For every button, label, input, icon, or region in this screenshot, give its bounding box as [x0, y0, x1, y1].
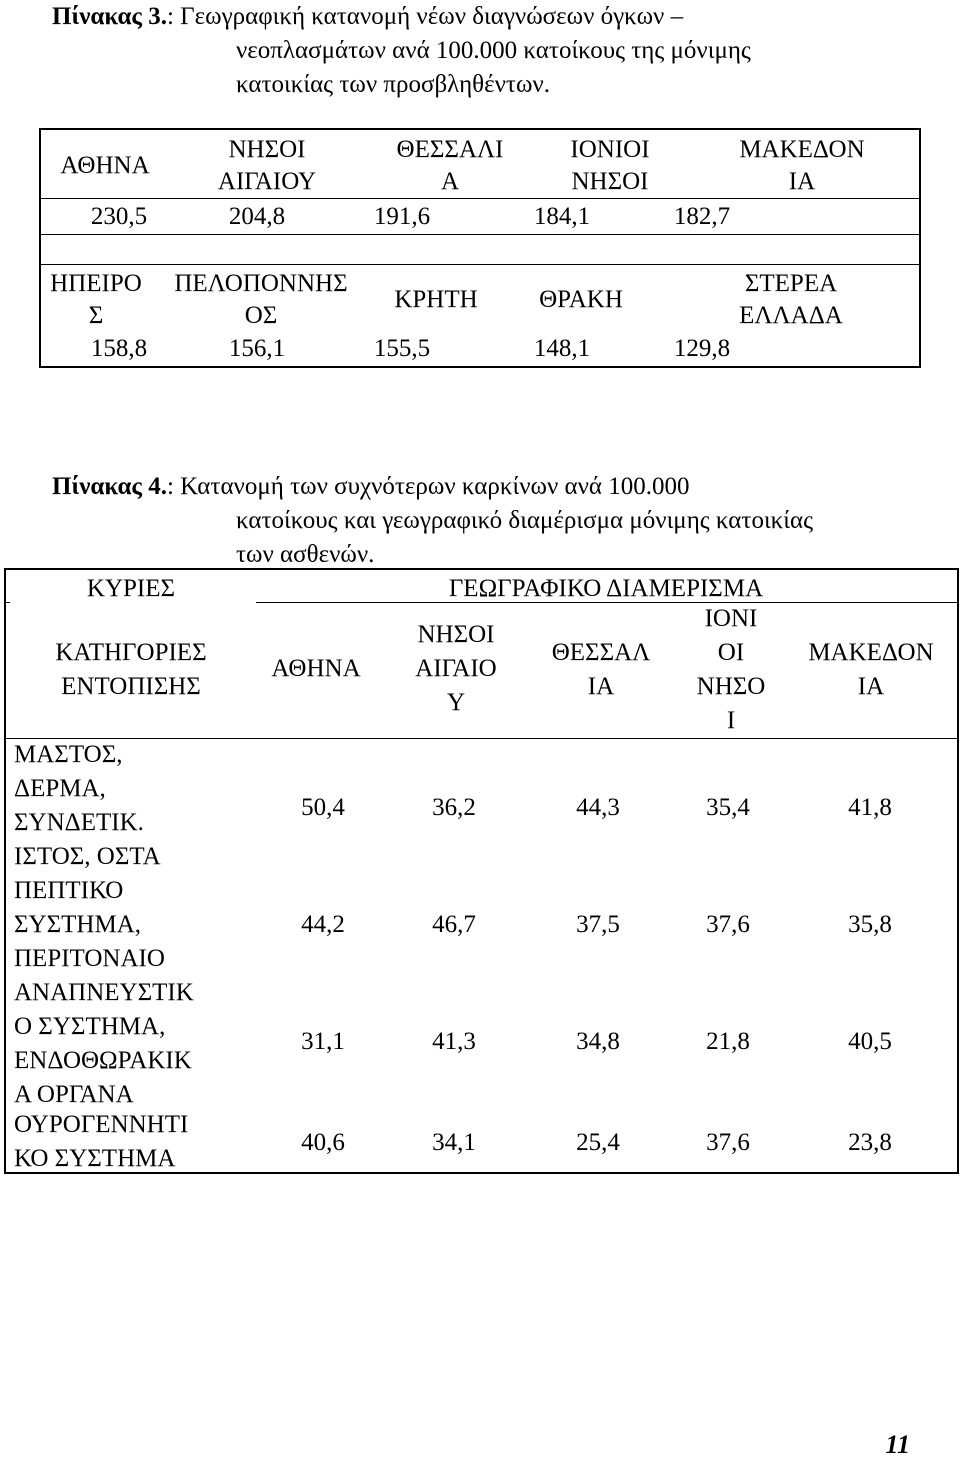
table3-caption-line3: κατοικίας των προσβληθέντων.	[236, 71, 550, 98]
table4-row-category: ΑΝΑΠΝΕΥΣΤΙΚ Ο ΣΥΣΤΗΜΑ, ΕΝΔΟΘΩΡΑΚΙΚ Α ΟΡΓΑΝΑ	[14, 979, 194, 1108]
table3	[39, 128, 921, 368]
table4-value-cell: 40,5	[848, 1028, 892, 1055]
table3-header-cell: ΠΕΛΟΠΟΝΝΗΣ ΟΣ	[174, 270, 348, 329]
table4-caption	[52, 470, 813, 572]
table4-value-cell: 34,8	[576, 1028, 620, 1055]
table3-value-cell: 148,1	[533, 335, 591, 362]
table4-value-cell: 21,8	[706, 1028, 750, 1055]
table3-value-cell: 129,8	[673, 335, 731, 362]
table3-header-cell: ΘΕΣΣΑΛΙ Α	[396, 136, 504, 195]
table4-value-cell: 37,5	[576, 911, 620, 938]
table4-column-header: ΘΕΣΣΑΛ ΙΑ	[551, 639, 651, 700]
table4-column-header: ΝΗΣΟΙ ΑΙΓΑΙΟ Υ	[415, 621, 497, 716]
table4-row-category: ΟΥΡΟΓΕΝΝΗΤΙ ΚΟ ΣΥΣΤΗΜΑ	[14, 1111, 189, 1172]
table4-caption-label: Πίνακας 4.	[52, 473, 167, 500]
table3-header-cell: ΝΗΣΟΙ ΑΙΓΑΙΟΥ	[217, 136, 317, 195]
table4-row-category: ΜΑΣΤΟΣ, ΔΕΡΜΑ, ΣΥΝΔΕΤΙΚ. ΙΣΤΟΣ, ΟΣΤΑ	[14, 741, 161, 870]
table4-value-cell: 23,8	[848, 1129, 892, 1156]
table4-value-cell: 37,6	[706, 1129, 750, 1156]
table3-value-cell: 182,7	[673, 203, 731, 230]
table4-value-cell: 35,4	[706, 794, 750, 821]
table3-header-cell: ΚΡΗΤΗ	[394, 286, 478, 313]
table4-caption-line2: κατοίκους και γεωγραφικό διαμέρισμα μόνιμης κατοικίας	[236, 507, 813, 534]
table4-value-cell: 25,4	[576, 1129, 620, 1156]
table3-header-cell: ΙΟΝΙΟΙ ΝΗΣΟΙ	[570, 136, 650, 195]
table4-value-cell: 41,3	[432, 1028, 476, 1055]
table4-value-cell: 46,7	[432, 911, 476, 938]
table3-header-cell: ΑΘΗΝΑ	[60, 152, 150, 179]
table4-column-header: ΙΟΝΙ ΟΙ ΝΗΣΟ Ι	[696, 605, 766, 734]
table4-value-cell: 41,8	[848, 794, 892, 821]
table3-values-row-1	[41, 200, 919, 234]
table4-row-category: ΠΕΠΤΙΚΟ ΣΥΣΤΗΜΑ, ΠΕΡΙΤΟΝΑΙΟ	[14, 877, 165, 972]
table3-divider	[41, 234, 919, 235]
table4	[4, 568, 959, 1174]
table3-value-cell: 204,8	[228, 203, 286, 230]
table3-caption-line1: : Γεωγραφική κατανομή νέων διαγνώσεων όγκων –	[166, 3, 684, 30]
table3-header-cell: ΘΡΑΚΗ	[539, 286, 623, 313]
table3-value-cell: 158,8	[90, 335, 148, 362]
table4-corner-top: ΚΥΡΙΕΣ	[86, 575, 176, 602]
table3-caption-label: Πίνακας 3.	[52, 3, 167, 30]
table4-caption-line1: : Κατανομή των συχνότερων καρκίνων ανά 100.000	[166, 473, 690, 500]
table4-divider	[6, 602, 10, 603]
table4-value-cell: 36,2	[432, 794, 476, 821]
table4-value-cell: 31,1	[301, 1028, 345, 1055]
table3-caption-line2: νεοπλασμάτων ανά 100.000 κατοίκους της μόνιμης	[236, 37, 751, 64]
table3-value-cell: 155,5	[373, 335, 431, 362]
table3-header-row-1	[41, 132, 919, 200]
table4-caption-line3: των ασθενών.	[236, 541, 375, 568]
table4-value-cell: 34,1	[432, 1129, 476, 1156]
table3-header-row-2	[41, 266, 919, 334]
table4-value-cell: 40,6	[301, 1129, 345, 1156]
table3-header-cell: ΣΤΕΡΕΑ ΕΛΛΑΔΑ	[739, 270, 843, 329]
table4-divider	[256, 602, 957, 603]
table4-value-cell: 44,3	[576, 794, 620, 821]
table3-header-cell: ΜΑΚΕΔΟΝ ΙΑ	[739, 136, 865, 195]
table4-value-cell: 44,2	[301, 911, 345, 938]
table3-values-row-2	[41, 332, 919, 366]
table4-value-cell: 35,8	[848, 911, 892, 938]
table3-divider	[41, 198, 919, 199]
table4-value-cell: 50,4	[301, 794, 345, 821]
table3-value-cell: 191,6	[373, 203, 431, 230]
table3-value-cell: 156,1	[228, 335, 286, 362]
page-number: 11	[885, 1430, 910, 1459]
table4-corner-bottom: ΚΑΤΗΓΟΡΙΕΣ ΕΝΤΟΠΙΣΗΣ	[55, 639, 207, 700]
table4-column-header: ΜΑΚΕΔΟΝ ΙΑ	[808, 639, 934, 700]
table3-divider	[41, 264, 919, 265]
table3-value-cell: 230,5	[90, 203, 148, 230]
table4-value-cell: 37,6	[706, 911, 750, 938]
table4-column-header: ΑΘΗΝΑ	[271, 655, 361, 682]
table3-caption	[52, 0, 751, 102]
table3-value-cell: 184,1	[533, 203, 591, 230]
table3-header-cell: ΗΠΕΙΡΟ Σ	[50, 270, 142, 329]
table4-group-header: ΓΕΩΓΡΑΦΙΚΟ ΔΙΑΜΕΡΙΣΜΑ	[448, 575, 764, 602]
